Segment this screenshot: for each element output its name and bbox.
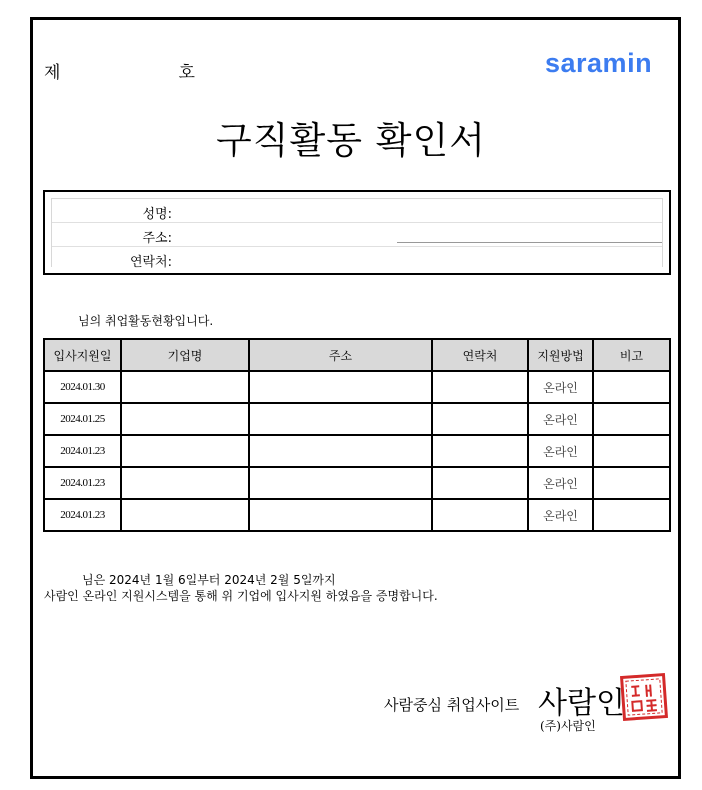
table-row [44, 371, 670, 403]
application-table [43, 338, 671, 532]
address-underline [397, 242, 662, 243]
name-label: 성명: [142, 207, 172, 222]
cell-company [121, 467, 249, 499]
cell-contact [432, 435, 528, 467]
cell-date: 2024.01.23 [44, 467, 121, 499]
col-header-address: 주소 [249, 339, 432, 371]
cell-note [593, 467, 670, 499]
cell-contact [432, 371, 528, 403]
cell-method: 온라인 [528, 371, 593, 403]
address-row [52, 223, 662, 247]
intro-text: 님의 취업활동현황입니다. [78, 314, 214, 328]
cell-method: 온라인 [528, 467, 593, 499]
saramin-logo: saramin [545, 48, 653, 78]
cell-note [593, 435, 670, 467]
table-row [44, 403, 670, 435]
footer-tagline: 사람중심 취업사이트 [384, 696, 520, 714]
applicant-info-box [43, 190, 671, 275]
cell-address [249, 403, 432, 435]
cell-contact [432, 467, 528, 499]
cell-method: 온라인 [528, 403, 593, 435]
cell-company [121, 403, 249, 435]
table-header-row [44, 339, 670, 371]
table-row [44, 467, 670, 499]
cell-address [249, 371, 432, 403]
certification-line-2: 사람인 온라인 지원시스템을 통해 위 기업에 입사지원 하였음을 증명합니다. [44, 589, 438, 603]
applicant-info-inner [51, 198, 663, 270]
table-row [44, 499, 670, 531]
table-row [44, 435, 670, 467]
cell-method: 온라인 [528, 435, 593, 467]
cell-address [249, 467, 432, 499]
document-number [44, 58, 195, 83]
intro-line [44, 312, 213, 329]
page-title: 구직활동 확인서 [216, 119, 486, 162]
cell-method: 온라인 [528, 499, 593, 531]
redacted-name [44, 315, 78, 325]
cell-note [593, 403, 670, 435]
cell-date: 2024.01.23 [44, 499, 121, 531]
cell-contact [432, 499, 528, 531]
certification-text [44, 572, 438, 604]
contact-row [52, 247, 662, 270]
col-header-note: 비고 [593, 339, 670, 371]
certification-line-1: 님은 2024년 1월 6일부터 2024년 2월 5일까지 [82, 573, 336, 587]
cell-note [593, 371, 670, 403]
col-header-method: 지원방법 [528, 339, 593, 371]
contact-label: 연락처: [129, 255, 172, 270]
col-header-contact: 연락처 [432, 339, 528, 371]
cell-contact [432, 403, 528, 435]
cell-note [593, 499, 670, 531]
doc-no-prefix: 제 [44, 63, 61, 83]
footer-brand: 사람인 [538, 686, 625, 721]
cell-address [249, 499, 432, 531]
col-header-company: 기업명 [121, 339, 249, 371]
footer-corp: (주)사람인 [540, 719, 596, 733]
cell-date: 2024.01.23 [44, 435, 121, 467]
cell-date: 2024.01.30 [44, 371, 121, 403]
col-header-date: 입사지원일 [44, 339, 121, 371]
cell-company [121, 371, 249, 403]
cell-address [249, 435, 432, 467]
address-label: 주소: [142, 231, 172, 246]
doc-no-suffix: 호 [178, 63, 195, 83]
cell-date: 2024.01.25 [44, 403, 121, 435]
company-seal-icon [618, 671, 669, 722]
cell-company [121, 499, 249, 531]
name-row [52, 199, 662, 223]
cell-company [121, 435, 249, 467]
